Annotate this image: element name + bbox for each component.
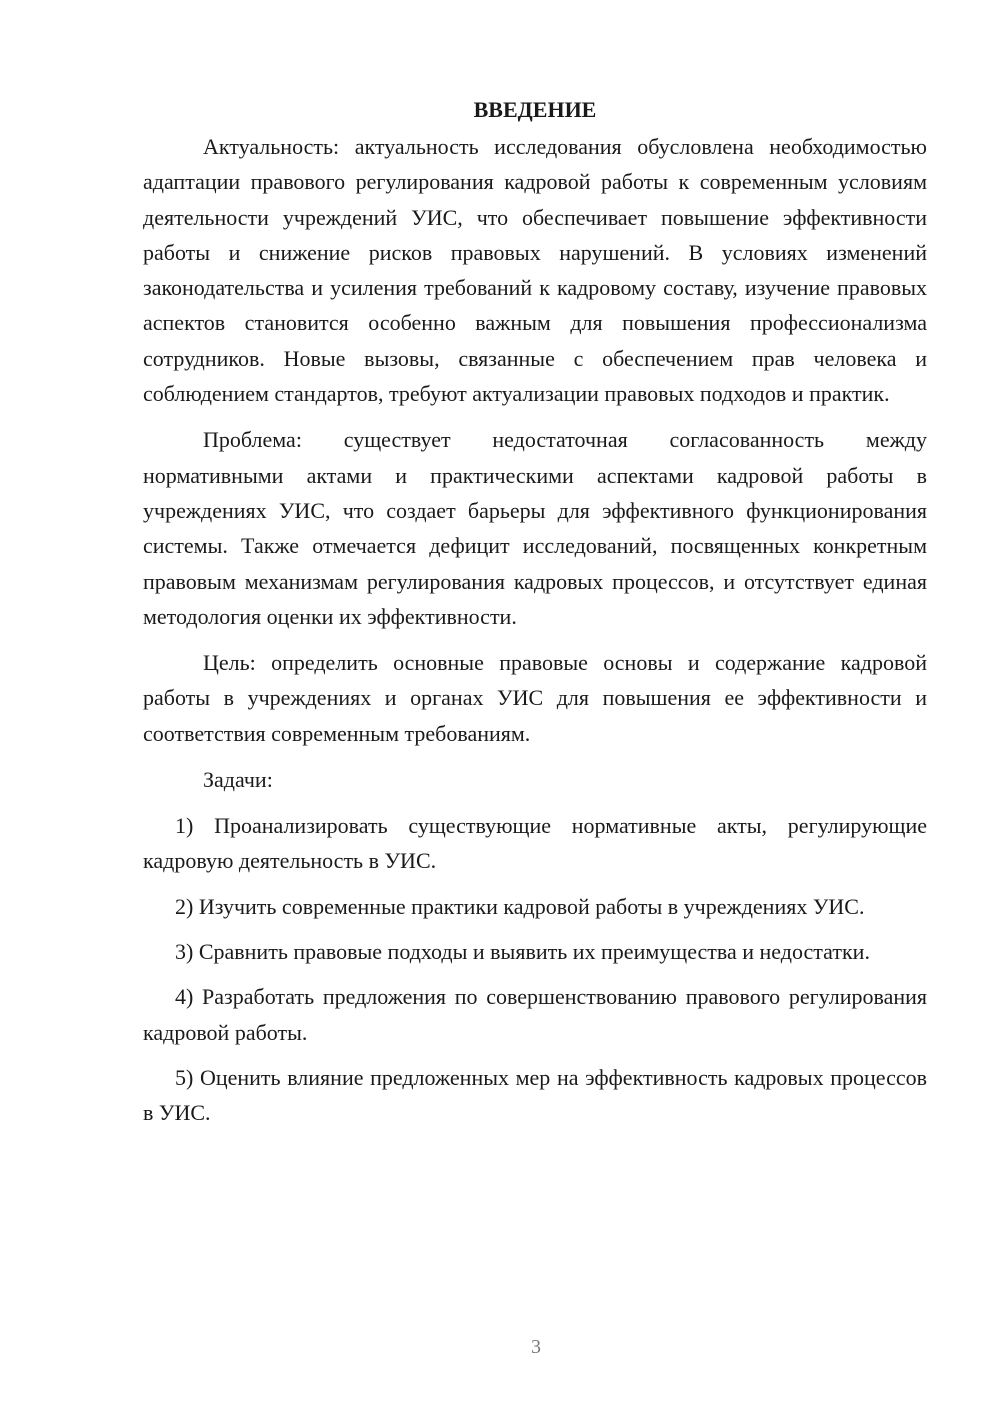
task-item-3: 3) Сравнить правовые подходы и выявить их преимущества и недостатки. [175,938,870,964]
task-item-5: 5) Оценить влияние предложенных мер на эффективность кадровых процессов в УИС. [143,1064,927,1126]
section-title: ВВЕДЕНИЕ [473,97,597,122]
tasks-label: Задачи: [203,767,273,793]
paragraph-relevance: Актуальность: актуальность исследования обусловлена необходимостью адаптации правового регулирования кадровой работы к современным условиям деятельности учреждений УИС, что обеспечивает повышение эффективности работы и снижение рисков правовых нарушений. В условиях изменений законодательства и усиления требований к кадровому составу, изучение правовых аспектов становится особенно важным для повышения профессионализма сотрудников. Новые вызовы, связанные с обеспечением прав человека и соблюдением стандартов, требуют актуализации правовых подходов и практик. [143,134,927,407]
task-item-2: 2) Изучить современные практики кадровой работы в учреждениях УИС. [175,893,865,919]
paragraph-problem: Проблема: существует недостаточная согласованность между нормативными актами и практическими аспектами кадровой работы в учреждениях УИС, что создает барьеры для эффективного функционирования системы. Также отмечается дефицит исследований, посвященных конкретным правовым механизмам регулирования кадровых процессов, и отсутствует единая методология оценки их эффективности. [143,427,927,629]
paragraph-goal: Цель: определить основные правовые основы и содержание кадровой работы в учреждениях и органах УИС для повышения ее эффективности и соответствия современным требованиям. [143,650,927,746]
task-item-4: 4) Разработать предложения по совершенствованию правового регулирования кадровой работы. [143,984,927,1045]
page-number: 3 [531,1336,541,1358]
tasks-list [143,808,927,1130]
document-page [143,92,927,1140]
task-item-1: 1) Проанализировать существующие нормативные акты, регулирующие кадровую деятельность в УИС. [143,813,927,874]
